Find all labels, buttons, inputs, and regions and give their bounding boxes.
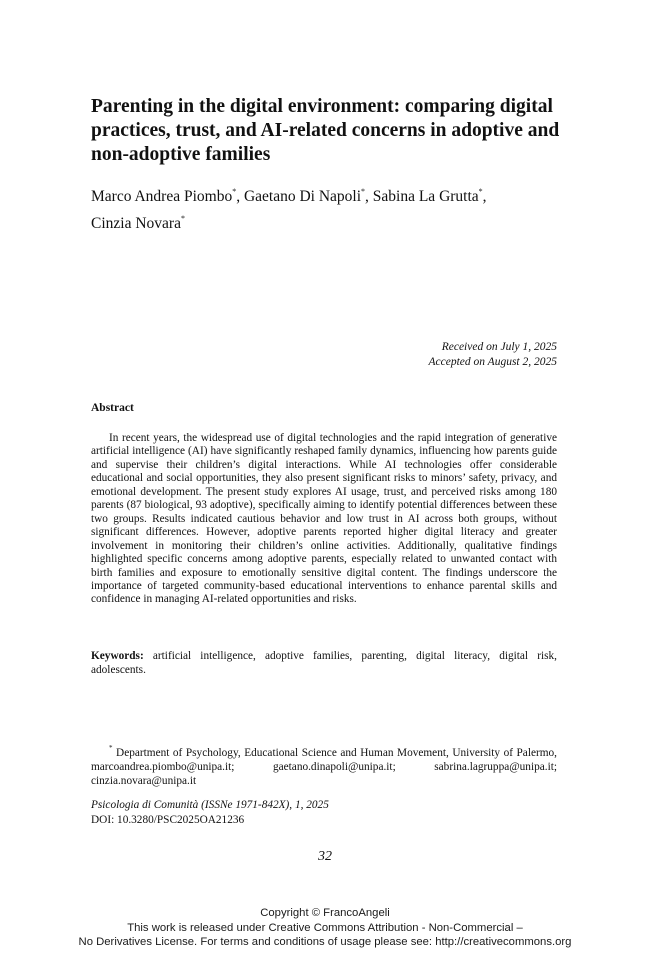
accepted-date: Accepted on August 2, 2025: [428, 356, 557, 368]
author-name: Gaetano Di Napoli: [243, 188, 362, 205]
license-line: This work is released under Creative Commons Attribution - Non-Commercial –: [127, 921, 523, 934]
license-notice: [0, 906, 650, 950]
license-line: No Derivatives License. For terms and conditions of usage please see: http://creativecommons.org: [78, 936, 572, 948]
footnote-mark: *: [109, 744, 113, 752]
journal-citation: Psicologia di Comunità (ISSNe 1971-842X), 1, 2025: [91, 799, 329, 811]
author-name: Marco Andrea Piombo: [91, 188, 233, 205]
submission-dates: [257, 340, 557, 370]
affiliation-mark: *: [478, 187, 483, 196]
copyright-line: Copyright © FrancoAngeli: [260, 907, 390, 919]
keywords-text: artificial intelligence, adoptive families, parenting, digital literacy, digital risk, adolescents.: [91, 650, 558, 676]
author-list: Marco Andrea Piombo*, Gaetano Di Napoli*, Sabina La Grutta*, Cinzia Novara*: [91, 187, 487, 232]
journal-info: [91, 798, 557, 827]
affiliation-mark: *: [232, 187, 237, 196]
paper-title: Parenting in the digital environment: comparing digital practices, trust, and AI-related concerns in adoptive and non-adoptive families: [91, 96, 560, 165]
affiliation-footnote: [91, 741, 557, 789]
keywords-label: Keywords:: [91, 650, 144, 662]
abstract-heading: Abstract: [91, 402, 134, 414]
abstract-text: In recent years, the widespread use of digital technologies and the rapid integration of generative artificial intelligence (AI) have significantly reshaped family dynamics, influencing how parents guide and supervise their children’s digital interactions. While AI technologies offer considerable educational and social opportunities, they also present significant risks to minors’ safety, privacy, and emotional development. The present study explores AI usage, trust, and perceived risks among 180 parents (87 biological, 93 adoptive), specifically aiming to identify potential differences between these two groups. Results indicated cautious behavior and low trust in AI across both groups, without significant differences. However, adoptive parents reported higher digital literacy and greater involvement in monitoring their children’s online activities. Additionally, qualitative findings highlighted specific concerns among adoptive parents, especially related to unwanted contact with birth families and exposure to emotionally sensitive digital content. The findings underscore the importance of targeted community-based educational interventions to enhance parental skills and confidence in managing AI-related opportunities and risks.: [91, 432, 557, 606]
affiliation-mark: *: [361, 187, 366, 196]
affiliation-mark: *: [180, 214, 185, 223]
keywords: [91, 650, 557, 678]
author-name: Sabina La Grutta: [372, 188, 479, 205]
author-name: Cinzia Novara: [91, 215, 181, 232]
footnote-text: Department of Psychology, Educational Science and Human Movement, University of Palermo, marcoandrea.piombo@unipa.it; gaetano.dinapoli@unipa.it; sabrina.lagruppa@unipa.it; cinzia.novara@unipa.it: [91, 747, 557, 788]
doi-text: DOI: 10.3280/PSC2025OA21236: [91, 813, 245, 826]
received-date: Received on July 1, 2025: [441, 341, 557, 353]
page-number: 32: [318, 849, 332, 864]
